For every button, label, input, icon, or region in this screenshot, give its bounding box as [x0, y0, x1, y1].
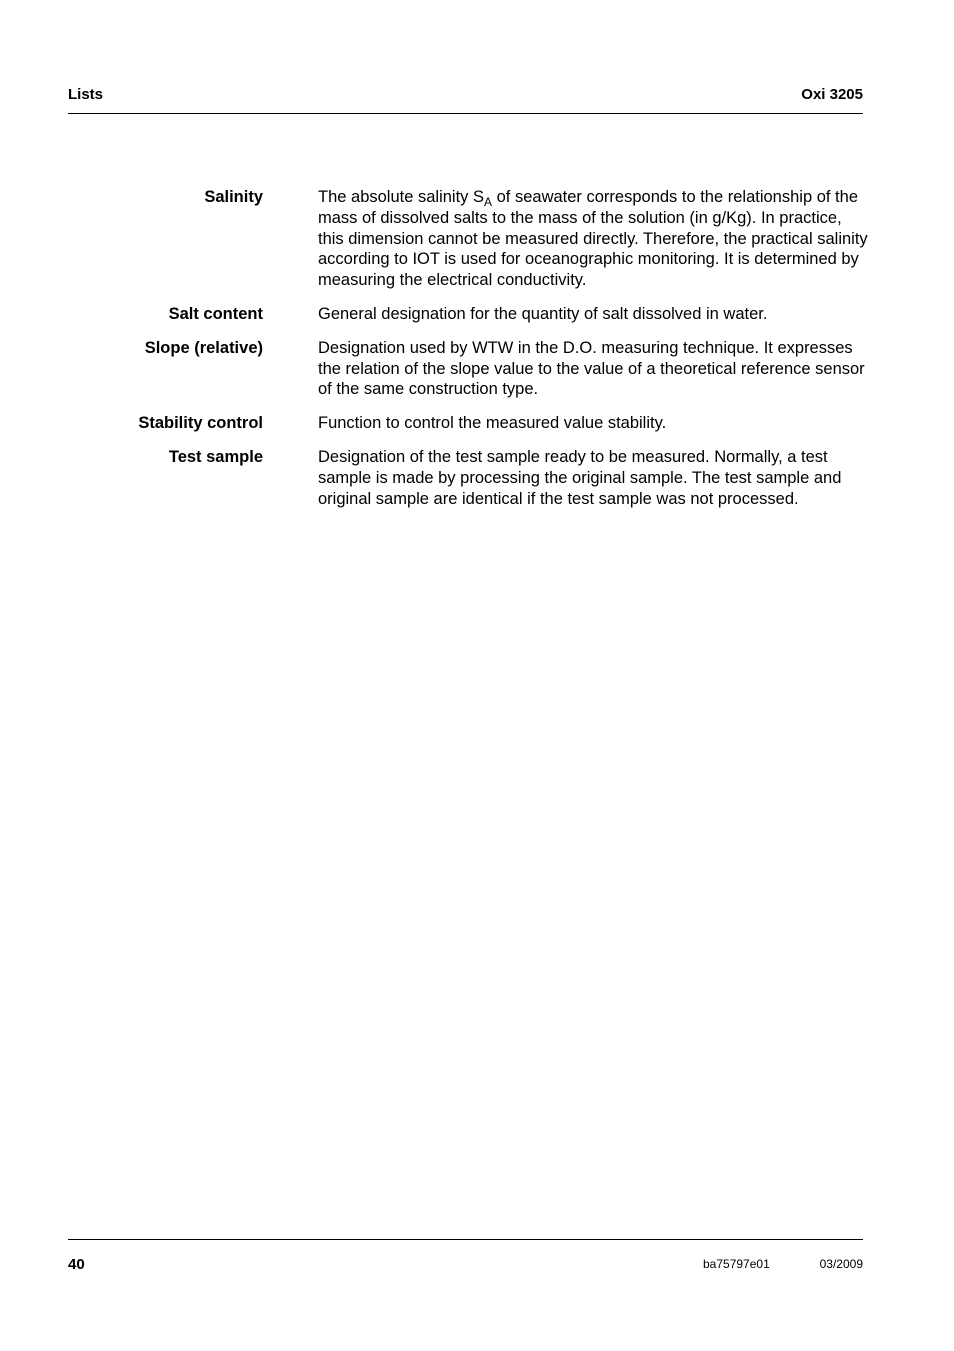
glossary-entry-stability-control	[68, 413, 868, 434]
glossary-entry-slope-relative	[68, 338, 868, 400]
glossary-definition: Function to control the measured value stability.	[318, 414, 667, 433]
header-product-name: Oxi 3205	[801, 86, 863, 103]
definition-text: of seawater corresponds to the relationship of the mass of dissolved salts to the mass of the solution (in g/Kg). In practice, this dimension cannot be measured directly. Therefore, the practical salinity according to IOT is used for oceanographic monitoring. It is determined by measuring the electrical conductivity.	[318, 188, 868, 290]
glossary-definition: Designation used by WTW in the D.O. measuring technique. It expresses the relation of the slope value to the value of a theoretical reference sensor of the same construction type.	[318, 338, 865, 399]
definition-subscript: A	[484, 195, 493, 209]
header-divider	[68, 113, 863, 114]
header-section-title: Lists	[68, 86, 104, 103]
document-date: 03/2009	[819, 1257, 863, 1271]
footer-divider	[68, 1239, 863, 1240]
glossary-definition	[318, 187, 868, 291]
glossary-term: Test sample	[168, 447, 263, 466]
glossary-term: Stability control	[138, 414, 263, 433]
document-id: ba75797e01	[703, 1257, 770, 1271]
page-number: 40	[68, 1256, 85, 1273]
glossary-entry-salinity	[68, 187, 868, 291]
glossary-definition: Designation of the test sample ready to be measured. Normally, a test sample is made by processing the original sample. The test sample and original sample are identical if the test sample was not processed.	[318, 447, 842, 508]
glossary-definition: General designation for the quantity of salt dissolved in water.	[318, 304, 768, 323]
glossary-entry-test-sample	[68, 447, 868, 509]
glossary-term: Salt content	[168, 304, 263, 323]
definition-text: The absolute salinity S	[318, 188, 485, 206]
glossary-entry-salt-content	[68, 304, 868, 325]
glossary-list	[68, 187, 868, 522]
glossary-term: Slope (relative)	[144, 338, 263, 357]
glossary-term: Salinity	[204, 188, 263, 206]
